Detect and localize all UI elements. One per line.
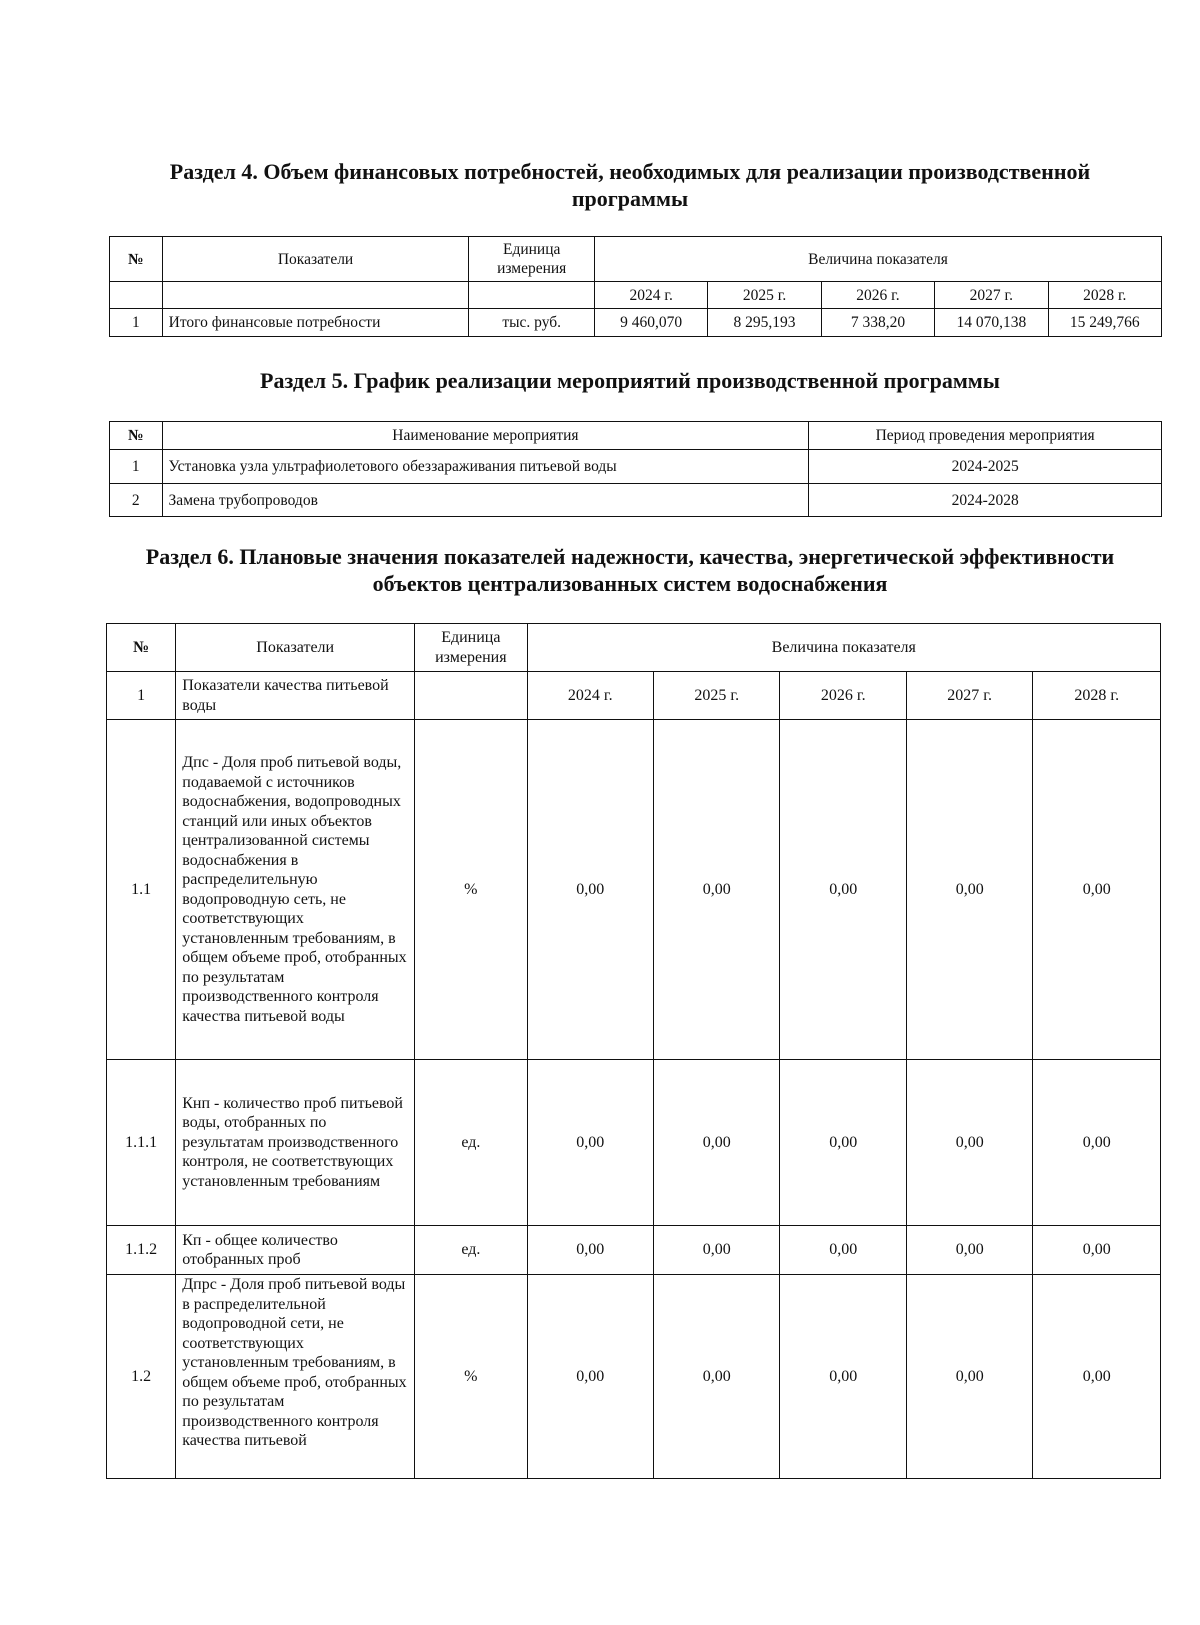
quality-indicators-table	[106, 623, 1161, 1479]
row-value: 0,00	[906, 1275, 1032, 1479]
row-name: Замена трубопроводов	[162, 484, 809, 517]
row-value: 8 295,193	[708, 309, 821, 337]
table-row	[107, 720, 1161, 1060]
row-value: 14 070,138	[935, 309, 1048, 337]
row-value: 0,00	[906, 1060, 1032, 1226]
row-value: 0,00	[654, 1060, 780, 1226]
year-header: 2027 г.	[906, 672, 1032, 720]
header-indicator: Показатели	[162, 237, 469, 282]
row-num: 1.1	[107, 720, 176, 1060]
table-row	[107, 1226, 1161, 1275]
table-row	[107, 1060, 1161, 1226]
year-header: 2024 г.	[594, 282, 707, 309]
header-num: №	[110, 237, 163, 282]
row-num: 1	[107, 672, 176, 720]
table-row	[110, 450, 1162, 484]
row-unit: %	[415, 1275, 527, 1479]
row-value: 0,00	[1033, 1275, 1161, 1479]
row-num: 2	[110, 484, 163, 517]
year-header: 2026 г.	[821, 282, 934, 309]
year-header: 2024 г.	[527, 672, 653, 720]
year-header: 2026 г.	[780, 672, 906, 720]
row-num: 1.2	[107, 1275, 176, 1479]
row-value: 0,00	[780, 1060, 906, 1226]
header-num: №	[107, 624, 176, 672]
row-unit: ед.	[415, 1226, 527, 1275]
table-row	[107, 672, 1161, 720]
row-value: 7 338,20	[821, 309, 934, 337]
section5-title: Раздел 5. График реализации мероприятий производственной программы	[260, 368, 1000, 393]
header-value: Величина показателя	[594, 237, 1161, 282]
row-value: 0,00	[1033, 720, 1161, 1060]
row-name: Установка узла ультрафиолетового обеззараживания питьевой воды	[162, 450, 809, 484]
row-value: 0,00	[780, 1275, 906, 1479]
row-value: 15 249,766	[1048, 309, 1161, 337]
row-value: 0,00	[906, 1226, 1032, 1275]
row-period: 2024-2025	[809, 450, 1162, 484]
row-indicator: Кнп - количество проб питьевой воды, отобранных по результатам производственного контроля, не соответствующих установленным требованиям	[176, 1060, 415, 1226]
row-unit: тыс. руб.	[469, 309, 595, 337]
financial-needs-table	[109, 236, 1162, 337]
header-unit: Единица измерения	[415, 624, 527, 672]
header-value: Величина показателя	[527, 624, 1160, 672]
year-header: 2028 г.	[1048, 282, 1161, 309]
row-indicator: Итого финансовые потребности	[162, 309, 469, 337]
row-indicator: Дпрс - Доля проб питьевой воды в распределительной водопроводной сети, не соответствующих установленным требованиям, в общем объеме проб, отобранных по результатам производственного контроля качества питьевой	[176, 1275, 415, 1479]
year-header: 2025 г.	[654, 672, 780, 720]
row-num: 1	[110, 450, 163, 484]
row-indicator: Дпс - Доля проб питьевой воды, подаваемой с источников водоснабжения, водопроводных станций или иных объектов централизованной системы водоснабжения в распределительную водопроводную сеть, не соответствующих установленным требованиям, в общем объеме проб, отобранных по результатам производственного контроля качества питьевой воды	[176, 720, 415, 1060]
row-value: 0,00	[780, 1226, 906, 1275]
header-name: Наименование мероприятия	[162, 422, 809, 450]
schedule-table	[109, 421, 1162, 517]
row-value: 9 460,070	[594, 309, 707, 337]
row-num: 1	[110, 309, 163, 337]
row-value: 0,00	[1033, 1226, 1161, 1275]
row-value: 0,00	[654, 1275, 780, 1479]
year-header: 2027 г.	[935, 282, 1048, 309]
row-num: 1.1.2	[107, 1226, 176, 1275]
year-header: 2025 г.	[708, 282, 821, 309]
row-period: 2024-2028	[809, 484, 1162, 517]
section4-title: Раздел 4. Объем финансовых потребностей, необходимых для реализации производственной программы	[169, 159, 1091, 211]
row-value: 0,00	[654, 720, 780, 1060]
row-indicator: Кп - общее количество отобранных проб	[176, 1226, 415, 1275]
row-unit: ед.	[415, 1060, 527, 1226]
row-value: 0,00	[654, 1226, 780, 1275]
row-value: 0,00	[527, 1226, 653, 1275]
row-value: 0,00	[527, 1060, 653, 1226]
table-row	[110, 484, 1162, 517]
row-value: 0,00	[527, 1275, 653, 1479]
row-value: 0,00	[780, 720, 906, 1060]
row-value: 0,00	[906, 720, 1032, 1060]
year-header: 2028 г.	[1033, 672, 1161, 720]
row-value: 0,00	[527, 720, 653, 1060]
table-row	[107, 1275, 1161, 1479]
header-indicator: Показатели	[176, 624, 415, 672]
section6-title: Раздел 6. Плановые значения показателей надежности, качества, энергетической эффективности объектов централизованных систем водоснабжения	[145, 544, 1115, 596]
header-num: №	[110, 422, 163, 450]
header-unit: Единица измерения	[469, 237, 595, 282]
row-indicator: Показатели качества питьевой воды	[176, 672, 415, 720]
table-row	[110, 309, 1162, 337]
header-period: Период проведения мероприятия	[809, 422, 1162, 450]
row-unit: %	[415, 720, 527, 1060]
row-value: 0,00	[1033, 1060, 1161, 1226]
row-num: 1.1.1	[107, 1060, 176, 1226]
